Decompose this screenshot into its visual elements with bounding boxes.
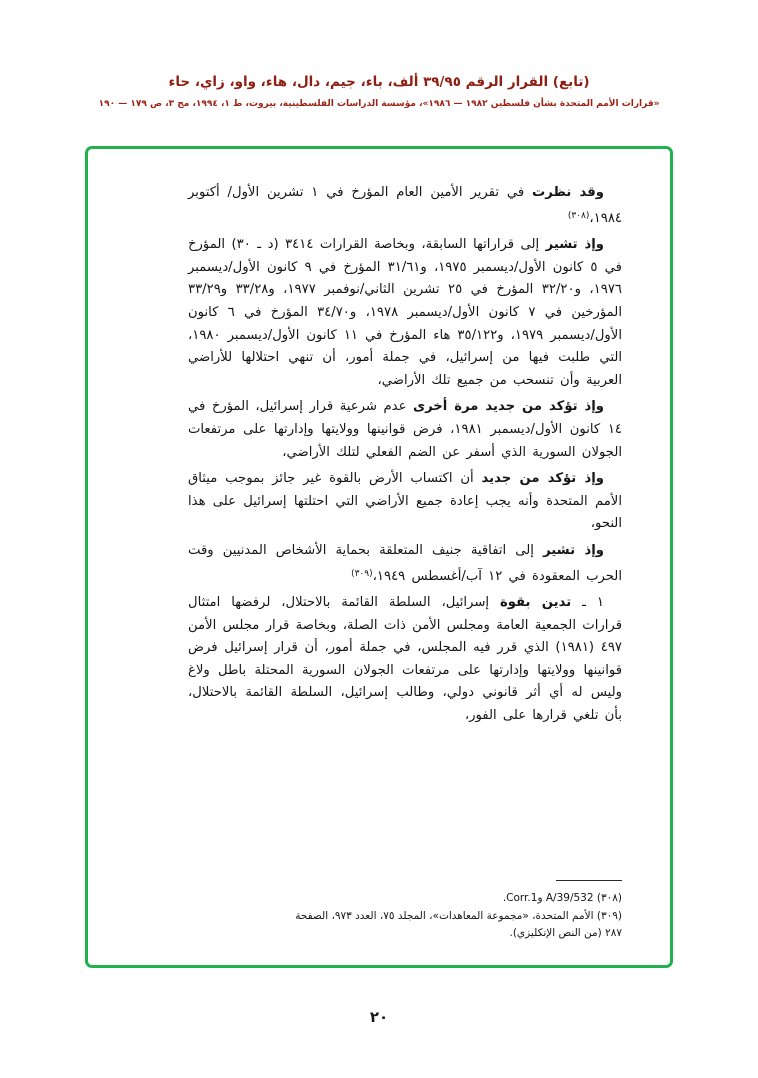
footnote-309: (٣٠٩) الأمم المتحدة، «مجموعة المعاهدات»، المجلد ٧٥، العدد ٩٧٣، الصفحة ٢٨٧ (من النص الإنكليزي). (295, 910, 622, 939)
resolution-title: (تابع) القرار الرقم ٣٩/٩٥ ألف، باء، جيم، دال، هاء، واو، زاي، حاء (168, 74, 590, 90)
paragraph-preamble-4 (188, 468, 622, 536)
footnote-ref-309: (٣٠٩) (351, 568, 373, 579)
footnote-308: (٣٠٨) A/39/532 وCorr.1. (502, 891, 622, 904)
paragraph-operative-1 (188, 592, 622, 728)
clause-number: ١ ـ (582, 595, 604, 611)
paragraph-preamble-1 (188, 182, 622, 230)
page-number: ٢٠ (369, 1008, 389, 1026)
paragraph-text: أن اكتساب الأرض بالقوة غير جائز بموجب ميثاق الأمم المتحدة وأنه يجب إعادة جميع الأراضي التي احتلتها إسرائيل على هذا النحو، (188, 471, 622, 532)
paragraph-preamble-2 (188, 234, 622, 392)
footnote-separator-rule (556, 880, 622, 881)
paragraph-preamble-3 (188, 396, 622, 464)
paragraph-lead: وإذ تؤكد من جديد مرة أخرى (413, 399, 604, 415)
paragraph-text: إلى قراراتها السابقة، وبخاصة القرارات ٣٤١٤ (د ـ ٣٠) المؤرخ في ٥ كانون الأول/ديسمبر ١٩٧٥، و٣١/٦١ المؤرخ في ٩ كانون الأول/ديسمبر ١٩٧٦، و٣٢/٢٠ المؤرخ في ٢٥ تشرين الثاني/نوفمبر ١٩٧٧، و٣٣/٢٨ و٣٣/٢٩ المؤرخين في ٧ كانون الأول/ديسمبر ١٩٧٨، و٣٤/٧٠ المؤرخ في ٦ كانون الأول/ديسمبر ١٩٧٩، و٣٥/١٢٢ هاء المؤرخ في ١١ كانون الأول/ديسمبر ١٩٨٠، التي طلبت فيها من إسرائيل، في جملة أمور، أن تنهي احتلالها للأراضي العربية وأن تنسحب من جميع تلك الأراضي، (188, 237, 622, 388)
paragraph-text: إسرائيل، السلطة القائمة بالاحتلال، لرفضها امتثال قرارات الجمعية العامة ومجلس الأمن ذات الصلة، وبخاصة قرار مجلس الأمن ٤٩٧ (١٩٨١) الذي قرر فيه المجلس، في جملة أمور، أن قرار إسرائيل فرض قوانينها وولايتها وإدارتها على مرتفعات الجولان السورية المحتلة باطل ولاغ وليس له أي أثر قانوني دولي، وطالب إسرائيل، السلطة القائمة بالاحتلال، بأن تلغي قرارها على الفور، (188, 595, 622, 724)
paragraph-text: عدم شرعية قرار إسرائيل، المؤرخ في ١٤ كانون الأول/ديسمبر ١٩٨١، فرض قوانينها وولايتها وإدارتها على مرتفعات الجولان السورية الذي أسفر عن الضم الفعلي لتلك الأراضي، (188, 399, 622, 460)
footnotes-section (290, 880, 622, 944)
green-border-frame (85, 146, 673, 968)
source-citation-line: «قرارات الأمم المتحدة بشأن فلسطين ١٩٨٢ — ١٩٨٦»، مؤسسة الدراسات الفلسطينية، بيروت، ط ١، ١٩٩٤، مج ٣، ص ١٧٩ — ١٩٠ (98, 99, 660, 109)
footnote-ref-308: (٣٠٨) (567, 210, 590, 221)
paragraph-lead: وإذ تؤكد من جديد (481, 471, 604, 487)
resolution-body (188, 182, 622, 732)
paragraph-lead: وقد نظرت (532, 185, 604, 200)
paragraph-text: إلى اتفاقية جنيف المتعلقة بحماية الأشخاص المدنيين وقت الحرب المعقودة في ١٢ آب/أغسطس ١٩٤٩، (188, 542, 622, 584)
document-header (0, 74, 758, 109)
paragraph-lead: تدين بقوة (499, 595, 572, 611)
paragraph-preamble-5 (188, 540, 622, 588)
paragraph-text: في تقرير الأمين العام المؤرخ في ١ تشرين الأول/ أكتوبر ١٩٨٤، (188, 185, 622, 226)
paragraph-lead: وإذ تشير (545, 237, 604, 253)
paragraph-lead: وإذ تشير (543, 542, 604, 558)
